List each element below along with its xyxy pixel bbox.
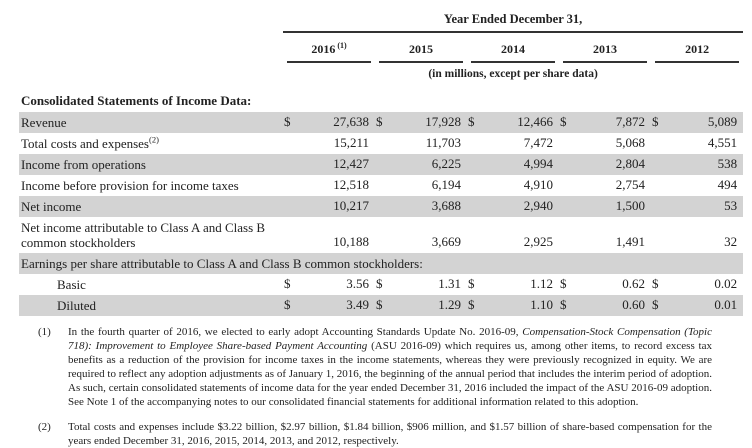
footnote-2 (38, 420, 712, 448)
cell-value: 5,089 (668, 112, 743, 133)
cell-value: 4,994 (484, 154, 559, 175)
row-label: Net income (19, 196, 283, 217)
cell-value: 0.62 (622, 276, 645, 291)
cell-value: 15,211 (333, 135, 369, 150)
cell-value: 12,518 (333, 177, 369, 192)
cell-value: 1,500 (576, 196, 651, 217)
footnote-2-marker: (2) (38, 421, 51, 433)
table-row-eps-header (19, 253, 743, 274)
row-label (19, 133, 283, 154)
cell-value: 32 (724, 234, 738, 249)
row-label: Net income attributable to Class A and Class B common stockholders (21, 220, 266, 250)
cell-value: 3.49 (300, 295, 375, 316)
dollar-sign: $ (559, 112, 576, 133)
cell-value: 0.02 (714, 276, 738, 291)
cell-value: 6,225 (392, 154, 467, 175)
dollar-sign: $ (560, 276, 567, 291)
units-note: (in millions, except per share data) (428, 68, 598, 80)
year-column-header-2012 (655, 39, 739, 63)
row-label: Basic (57, 277, 86, 292)
table-units-row (19, 63, 743, 87)
cell-value: 17,928 (392, 112, 467, 133)
footnote-1-text-lead: In the fourth quarter of 2016, we elected to early adopt Accounting Standards Update No. 2016-09, (68, 326, 523, 338)
dollar-sign: $ (284, 276, 291, 291)
cell-value: 3,688 (392, 196, 467, 217)
cell-value: 11,703 (425, 135, 461, 150)
footnotes (38, 325, 712, 448)
footnote-1-italic-title: Compensation-Stock Compensation (Topic 718): Improvement to Employee Share-based Payment Accounting (68, 326, 712, 352)
cell-value: 1.31 (438, 276, 461, 291)
footnote-1-text (68, 325, 712, 409)
table-row-revenue (19, 112, 743, 133)
cell-value: 0.01 (668, 295, 743, 316)
year-column-header-2013 (563, 39, 647, 63)
year-label: 2012 (685, 42, 710, 56)
table-row-net-income (19, 196, 743, 217)
cell-value: 1.12 (530, 276, 553, 291)
dollar-sign: $ (652, 276, 659, 291)
cell-value: 53 (668, 196, 743, 217)
table-row-eps-basic (19, 274, 743, 295)
cell-value: 1.29 (392, 295, 467, 316)
dollar-sign: $ (283, 295, 300, 316)
table-row-income-operations (19, 154, 743, 175)
year-column-header-2014 (471, 39, 555, 63)
table-year-header-row (19, 33, 743, 63)
year-column-header-2015 (379, 39, 463, 63)
dollar-sign: $ (651, 112, 668, 133)
dollar-sign: $ (283, 112, 300, 133)
income-statements-table (19, 9, 743, 316)
cell-value: 1.10 (484, 295, 559, 316)
footnote-reference-1: (1) (337, 41, 347, 50)
dollar-sign: $ (468, 276, 475, 291)
year-label: 2014 (501, 42, 525, 56)
dollar-sign: $ (375, 295, 392, 316)
dollar-sign: $ (651, 295, 668, 316)
row-label: Income from operations (19, 154, 283, 175)
group-column-title: Year Ended December 31, (283, 11, 743, 33)
row-label: Income before provision for income taxes (21, 178, 239, 193)
row-label: Earnings per share attributable to Class A and Class B common stockholders: (19, 253, 743, 274)
year-label: 2015 (409, 42, 433, 56)
cell-value: 12,466 (484, 112, 559, 133)
section-title: Consolidated Statements of Income Data: (21, 93, 252, 108)
dollar-sign: $ (375, 112, 392, 133)
cell-value: 538 (668, 154, 743, 175)
cell-value: 12,427 (300, 154, 375, 175)
dollar-sign: $ (559, 295, 576, 316)
table-row-net-income-attributable (19, 217, 743, 253)
cell-value: 3.56 (346, 276, 369, 291)
cell-value: 5,068 (615, 135, 645, 150)
dollar-sign: $ (467, 295, 484, 316)
table-row-eps-diluted (19, 295, 743, 316)
footnote-1 (38, 325, 712, 409)
cell-value: 1,491 (615, 234, 645, 249)
cell-value: 4,551 (707, 135, 738, 150)
footnote-reference-2: (2) (148, 134, 159, 145)
year-column-header-2016 (287, 36, 371, 63)
year-label: 2016 (311, 42, 336, 56)
table-row-income-before-taxes (19, 175, 743, 196)
cell-value: 494 (717, 177, 738, 192)
cell-value: 7,472 (523, 135, 553, 150)
section-title-row (19, 87, 743, 112)
footnote-1-marker: (1) (38, 326, 51, 338)
footnote-2-text: Total costs and expenses include $3.22 billion, $2.97 billion, $1.84 billion, $906 million, and $1.57 billion of share-based compensation for the years ended December 31, 2016, 2015, 2014, 2013, and 2012, respectively. (68, 421, 712, 447)
cell-value: 4,910 (523, 177, 553, 192)
cell-value: 2,754 (615, 177, 645, 192)
row-label-text: Total costs and expenses (21, 136, 149, 151)
table-row-total-costs (19, 133, 743, 154)
cell-value: 10,188 (333, 234, 369, 249)
cell-value: 2,940 (484, 196, 559, 217)
cell-value: 7,872 (576, 112, 651, 133)
cell-value: 10,217 (300, 196, 375, 217)
dollar-sign: $ (376, 276, 383, 291)
table-group-header-row (19, 9, 743, 33)
cell-value: 2,925 (523, 234, 553, 249)
row-label: Revenue (19, 112, 283, 133)
footnote-1-text-rest: (ASU 2016-09) which requires us, among other items, to record excess tax benefits as a reduction of the provision for income taxes in the income statements, whereas they were previously recognized in equity. We are required to reflect any adoption adjustments as of January 1, 2016, the beginning of the annual period that includes the interim period of adoption. As such, certain consolidated statements of income data for the year ended December 31, 2016 included the impact of the ASU 2016-09 adoption. See Note 1 of the accompanying notes to our consolidated financial statements for additional information related to this adoption. (68, 340, 712, 408)
cell-value: 27,638 (300, 112, 375, 133)
cell-value: 6,194 (431, 177, 461, 192)
dollar-sign: $ (467, 112, 484, 133)
cell-value: 3,669 (431, 234, 461, 249)
cell-value: 2,804 (576, 154, 651, 175)
cell-value: 0.60 (576, 295, 651, 316)
row-label: Diluted (19, 295, 283, 316)
year-label: 2013 (593, 42, 617, 56)
